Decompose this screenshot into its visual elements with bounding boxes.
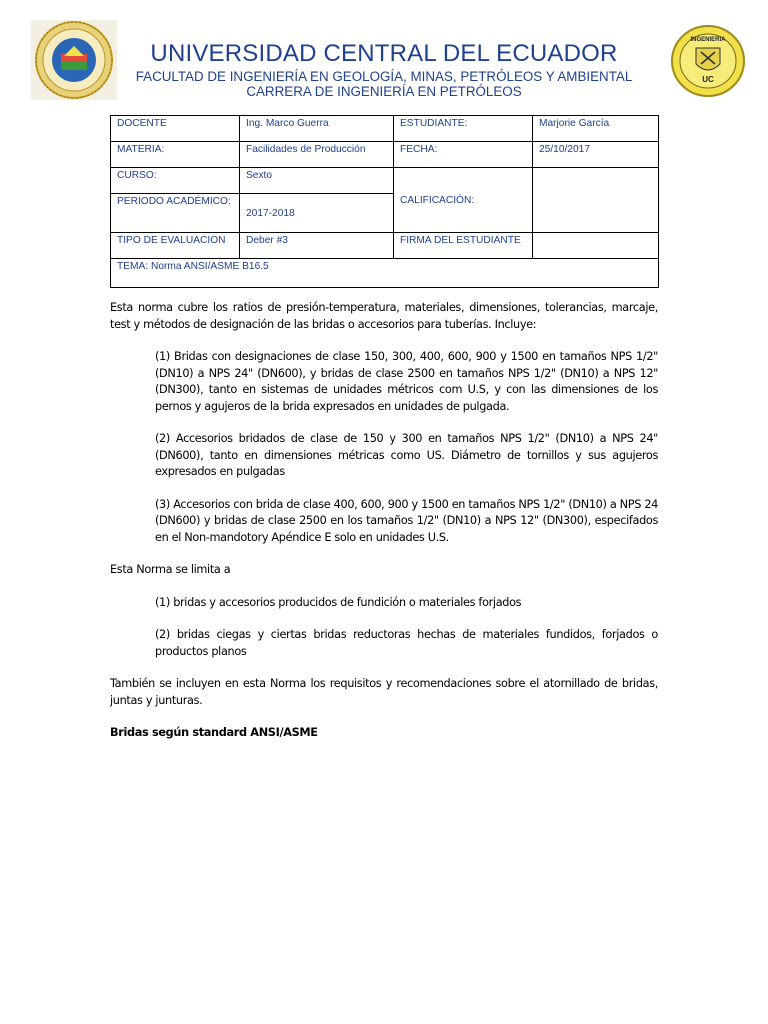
title-block (110, 40, 658, 99)
section-subheading: Bridas según standard ANSI/ASME (110, 726, 318, 739)
intro-paragraph: Esta norma cubre los ratios de presión-temperatura, materiales, dimensiones, tolerancias, marcaje, test y métodos de designación de las bridas o accesorios para tuberías. Incluye: (110, 301, 658, 331)
calificacion-label: CALIFICACIÓN: (394, 168, 533, 233)
student-info-table (110, 115, 659, 288)
curso-value: Sexto (240, 168, 394, 194)
university-name: UNIVERSIDAD CENTRAL DEL ECUADOR (150, 40, 618, 67)
engineering-shield-icon (670, 24, 746, 98)
firma-label: FIRMA DEL ESTUDIANTE (394, 233, 533, 259)
periodo-value: 2017-2018 (240, 194, 394, 233)
materia-label: MATERIA: (111, 142, 240, 168)
estudiante-label: ESTUDIANTE: (394, 116, 533, 142)
tipo-evaluacion-label: TIPO DE EVALUACION (111, 233, 240, 259)
closing-paragraph: También se incluyen en esta Norma los requisitos y recomendaciones sobre el atornillado de bridas, juntas y junturas. (110, 677, 658, 707)
limit-item-1: (1) bridas y accesorios producidos de fundición o materiales forjados (155, 595, 522, 609)
materia-value: Facilidades de Producción (240, 142, 394, 168)
docente-value: Ing. Marco Guerra (240, 116, 394, 142)
calificacion-value (533, 168, 659, 233)
faculty-name: FACULTAD DE INGENIERÍA EN GEOLOGÍA, MINAS, PETRÓLEOS Y AMBIENTAL (135, 69, 633, 84)
tema: TEMA: Norma ANSI/ASME B16.5 (111, 259, 659, 288)
fecha-label: FECHA: (394, 142, 533, 168)
shield-top-text: INGENIERIA (690, 37, 726, 43)
document-body (110, 300, 658, 742)
scope-item-2: (2) Accesorios bridados de clase de 150 y 300 en tamaños NPS 1/2" (DN10) a NPS 24" (DN600), tanto en dimensiones métricas como US. Diámetro de tornillos y sus agujeros expresados en pulgadas (155, 432, 658, 478)
document-header (0, 0, 768, 105)
curso-label: CURSO: (111, 168, 240, 194)
shield-initials: UC (702, 75, 714, 84)
estudiante-value: Marjorie García (533, 116, 659, 142)
career-name: CARRERA DE INGENIERÍA EN PETRÓLEOS (246, 84, 522, 99)
limit-intro: Esta Norma se limita a (110, 563, 231, 576)
scope-item-1: (1) Bridas con designaciones de clase 150, 300, 400, 600, 900 y 1500 en tamaños NPS 1/2" (DN10) a NPS 24" (DN600), y bridas de clase 2500 en tamaños NPS 1/2" (DN10) a NPS 12" (DN300), tanto en sistemas de unidades métricos com U.S, y con las dimensiones de los pernos y agujeros de la brida expresados en unidades de pulgada. (155, 350, 658, 413)
limit-item-2: (2) bridas ciegas y ciertas bridas reductoras hechas de materiales fundidos, forjados o productos planos (155, 628, 658, 658)
university-seal-icon (31, 20, 117, 100)
tipo-evaluacion-value: Deber #3 (240, 233, 394, 259)
docente-label: DOCENTE (111, 116, 240, 142)
firma-value (533, 233, 659, 259)
periodo-label: PERIODO ACADÉMICO: (111, 194, 240, 233)
scope-item-3: (3) Accesorios con brida de clase 400, 600, 900 y 1500 en tamaños NPS 1/2" (DN10) a NPS 24 (DN600) y bridas de clase 2500 en los tamaños 1/2" (DN10) a NPS 12" (DN300), especifados en el Non-mandotory Apéndice E solo en unidades U.S. (155, 497, 658, 544)
fecha-value: 25/10/2017 (533, 142, 659, 168)
